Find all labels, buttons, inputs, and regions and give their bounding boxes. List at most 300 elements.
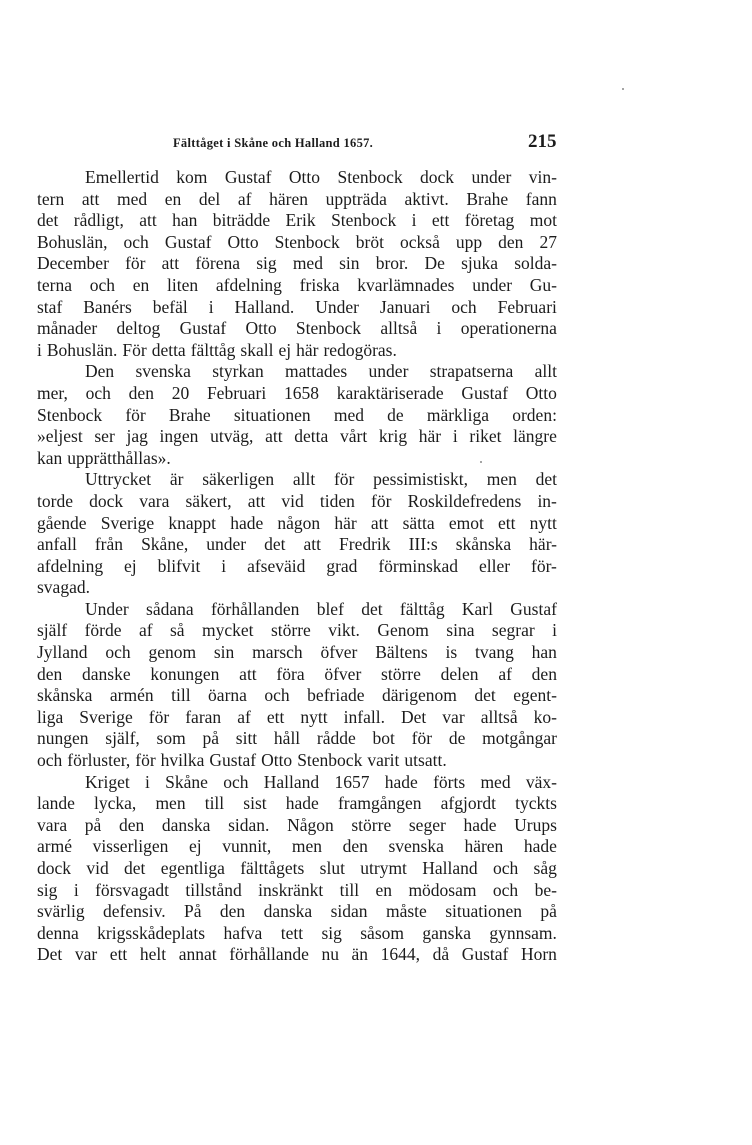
text-line [37,750,557,772]
text-line [37,210,557,232]
word: redogöras. [323,339,397,360]
word: is [445,642,458,663]
text-line [37,815,557,837]
word: svärlig [37,901,85,922]
word: helt [139,944,167,965]
word: alltså [380,318,418,339]
word: Gustaf [461,382,509,403]
word: Genom [377,620,429,641]
word: den [118,814,145,835]
word: förts [433,771,466,792]
word: ko- [533,706,557,727]
text-line [37,793,557,815]
word: att [161,253,180,274]
word: kvarlämnades [357,274,455,295]
word: På [183,901,202,922]
word: styrkan [212,361,264,382]
word: mot [529,210,557,231]
word: det [124,858,146,878]
word: här [296,339,319,360]
word: Gustaf [224,167,272,187]
word: öarna [208,685,247,706]
word: hade [230,512,264,533]
word: motgångar [482,728,557,749]
word: be- [534,879,557,900]
word: terna [37,274,72,295]
word: Den [85,361,115,382]
word: infall. [343,706,385,727]
word: Banérs [83,296,132,317]
word: För [122,339,147,360]
word: fälttågets [240,858,305,878]
word: armé [37,836,72,857]
word: Brahe [466,188,509,209]
word: rådligt, [73,210,124,231]
text-line [37,426,557,448]
word: och [264,685,290,706]
text-line [37,923,557,945]
word: Gustaf [179,318,227,339]
word: här [334,512,357,533]
word: en [375,879,393,900]
word: faran [185,706,222,727]
word: Det [37,944,63,965]
word: för [125,253,146,274]
text-line [37,167,557,189]
word: afdelning [37,555,104,576]
word: Fredrik [339,534,391,555]
word: för [125,404,146,425]
word: ej [278,339,292,360]
word: anfall [37,534,77,555]
word: Gustaf [164,231,212,252]
word: vara [139,490,170,511]
word: för [371,490,392,511]
word: Under [85,598,129,619]
word: nytt [529,512,557,533]
word: Halland [263,771,320,792]
word: Bohuslän, [37,231,108,252]
word: bot [372,728,395,749]
word: men [486,469,517,490]
text-line [37,728,557,750]
word: visserligen [92,836,169,857]
word: inskränkt [258,879,324,900]
word: Gustaf [209,750,257,771]
word: då [432,944,450,965]
word: nungen [37,728,89,749]
word: blef [316,598,344,619]
word: att [303,534,322,555]
word: Otto [261,750,293,771]
word: den [342,836,368,857]
word: segrar [491,620,535,641]
word: på [202,728,220,749]
word: i [436,318,442,339]
word: af [498,663,512,684]
word: mattades [285,361,348,382]
text-line [37,556,557,578]
word: fälttåg [190,339,236,360]
word: rådde [316,728,356,749]
word: situationen [445,901,522,922]
word: och [85,382,111,403]
word: under [472,274,513,295]
word: allt [292,469,316,490]
text-line [37,880,557,902]
word: fann [525,188,557,209]
word: Gustaf [510,598,557,619]
word: hären [269,188,309,209]
word: måste [385,901,427,922]
word: detta [151,339,186,360]
word: sjuka [461,253,499,274]
word: Halland [422,858,478,878]
word: den [531,663,557,684]
word: större [270,620,311,641]
body-text [37,167,557,966]
word: förhållande [229,944,309,965]
word: är [169,469,184,490]
word: III:s [408,534,438,555]
word: Februari [206,382,267,403]
word: biträdde [212,210,271,231]
word: till [339,879,360,900]
word: sig [37,879,58,900]
word: Otto [227,231,259,252]
word: till [204,793,225,814]
word: ett [109,944,128,965]
word: det [264,534,286,555]
text-line [37,361,557,383]
word: ett [497,512,516,533]
word: att [265,426,283,447]
word: och [89,274,115,295]
word: hade [523,836,557,857]
word: under [206,534,247,555]
word: framgången [337,793,422,814]
word: utväg, [210,426,254,447]
word: karaktäriserade [336,382,444,403]
text-line [37,189,557,211]
text-line [37,642,557,664]
word: Erik [285,210,316,231]
word: nytt [300,706,328,727]
word: här [418,426,442,447]
word: bror. [375,253,409,274]
word: sidan [330,901,368,922]
word: skånska [37,685,93,706]
word: för [148,706,170,727]
word: lycka, [94,793,137,814]
word: Stenbock [331,210,397,231]
word: för [333,469,355,490]
word: Skåne, [141,534,189,555]
word: afdelning [215,274,282,295]
word: Gu- [529,274,557,295]
text-line [37,448,557,470]
text-line [37,383,557,405]
word: operationerna [460,318,557,339]
word: öfver [320,642,358,663]
word: Brahe [168,404,211,425]
word: men [155,793,186,814]
word: orden: [512,404,557,425]
word: tett [280,922,304,943]
word: krigsskådeplats [97,922,206,943]
text-line [37,318,557,340]
word: Stenbock [37,404,103,425]
word: sådana [146,598,194,619]
word: tvang [474,642,514,663]
word: 27 [539,231,557,252]
word: situationen [233,404,311,425]
word: än [351,944,369,965]
text-line [37,944,557,966]
word: tern [37,188,65,209]
word: fälttåg [399,598,445,619]
word: öfver [324,663,362,684]
text-line [37,901,557,923]
word: dock [89,490,124,511]
word: vid [281,490,304,511]
word: befriade [307,685,365,706]
word: i [221,555,227,576]
word: sidan. [228,814,270,835]
word: på [84,814,102,835]
word: för [411,728,433,749]
word: var [442,706,465,727]
word: så [170,620,185,641]
word: uppträda [325,188,387,209]
running-title: Fälttåget i Skåne och Halland 1657. [173,136,374,150]
word: sist [243,793,267,814]
word: lande [37,793,75,814]
text-line [37,685,557,707]
word: sig [256,253,277,274]
text-line [37,405,557,427]
word: genom [148,642,197,663]
word: de [448,728,466,749]
word: försvagadt [95,879,169,900]
word: vid [86,858,109,878]
word: det [361,598,383,619]
scan-speck [622,88,624,90]
text-line [37,491,557,513]
word: och [105,642,131,663]
word: till [171,685,191,706]
word: han [531,642,557,663]
word: sina [446,620,475,641]
word: Stenbock [297,750,363,771]
text-line [37,297,557,319]
word: kom [176,167,208,187]
word: att [247,490,266,511]
text-line [37,836,557,858]
word: för- [531,555,557,576]
word: på [540,901,557,922]
word: den [128,382,154,403]
word: utrymt [360,858,407,878]
word: denna [37,922,79,943]
word: danska [161,814,211,835]
word: det [535,469,557,490]
word: allt [534,361,557,382]
word: befäl [152,296,188,317]
word: själf [37,620,68,641]
word: under [471,167,512,187]
word: Karl [461,598,493,619]
text-line [37,858,557,880]
text-line [37,620,557,642]
word: liga [37,706,64,727]
text-line [37,534,557,556]
word: knappt [168,512,217,533]
word: Emellertid [85,167,159,187]
word: skall [240,339,274,360]
word: Februari [497,296,557,317]
word: i [452,426,458,447]
word: annat [178,944,217,965]
word: krig [378,426,408,447]
word: seger [408,814,446,835]
word: Kriget [85,771,130,792]
word: strapatserna [429,361,514,382]
word: afgjordt [440,793,497,814]
word: marsch [252,642,303,663]
word: här- [529,534,557,555]
word: danske [82,663,131,684]
word: det [37,210,59,231]
word: den [37,663,63,684]
text-line [37,253,557,275]
word: ett [266,706,285,727]
word: Uttrycket [85,469,152,490]
word: December [37,253,109,274]
word: med [116,188,148,209]
word: jag [126,426,148,447]
word: och [223,771,249,792]
word: torde [37,490,73,511]
word: månader [37,318,98,339]
text-line [37,513,557,535]
word: dock [420,167,455,187]
word: riket [469,426,502,447]
word: en [164,188,182,209]
word: blifvit [157,555,201,576]
word: förminskad [378,555,459,576]
word: med [292,253,323,274]
word: skånska [455,534,512,555]
word: 1644, [380,944,421,965]
word: och [451,296,477,317]
word: säkerligen [202,469,275,490]
word: tillstånd [185,879,242,900]
word: slut [319,858,345,878]
word: i [37,339,42,360]
word: i [73,879,79,900]
word: och [492,879,519,900]
word: pessimistiskt, [373,469,468,490]
word: men [291,836,323,857]
word: såg [533,858,557,878]
word: vikt. [328,620,360,641]
word: för [135,750,156,771]
word: Någon [287,814,334,835]
word: och [123,231,149,252]
word: gynnsam. [489,922,557,943]
word: Sverige [79,706,133,727]
word: att [139,210,157,231]
word: med [480,771,511,792]
word: in- [537,490,557,511]
scan-speck [480,461,482,463]
word: hade [384,771,418,792]
word: och [492,858,519,878]
word: upp [455,231,483,252]
word: mycket [202,620,254,641]
word: Roskildefredens [407,490,522,511]
word: egentliga [160,858,225,878]
word: den [498,231,524,252]
word: Skåne [165,771,208,792]
word: svenska [388,836,444,857]
word: Stenbock [274,231,340,252]
word: ej [188,836,202,857]
word: defensiv. [103,901,166,922]
word: dock [37,858,72,878]
text-line [37,469,557,491]
word: någon [277,512,321,533]
word: aktivt. [404,188,449,209]
word: af [237,188,252,209]
text-line [37,232,557,254]
word: sig [321,922,342,943]
word: Januari [379,296,431,317]
word: själf, [105,728,140,749]
word: hären [464,836,504,857]
word: föra [276,663,305,684]
word: hafva [223,922,263,943]
word: armén [109,685,154,706]
word: Under [315,296,359,317]
word: delen [440,663,479,684]
word: De [424,253,445,274]
word: märkliga [426,404,490,425]
word: upprätthållas». [67,447,171,468]
word: »eljest [37,426,83,447]
word: förena [195,253,241,274]
word: varit [367,750,400,771]
word: längre [513,426,557,447]
word: 1658 [284,382,319,403]
text-line [37,275,557,297]
word: Urups [514,814,557,835]
word: hade [285,793,319,814]
word: ett [431,210,450,231]
word: emot [448,512,484,533]
word: afseväid [247,555,306,576]
word: med [333,404,364,425]
word: i [552,620,557,641]
word: i [208,296,214,317]
word: ser [94,426,115,447]
text-line [37,340,557,362]
word: säkert, [185,490,232,511]
word: att [370,512,389,533]
word: sin [213,642,235,663]
word: gående [37,512,87,533]
